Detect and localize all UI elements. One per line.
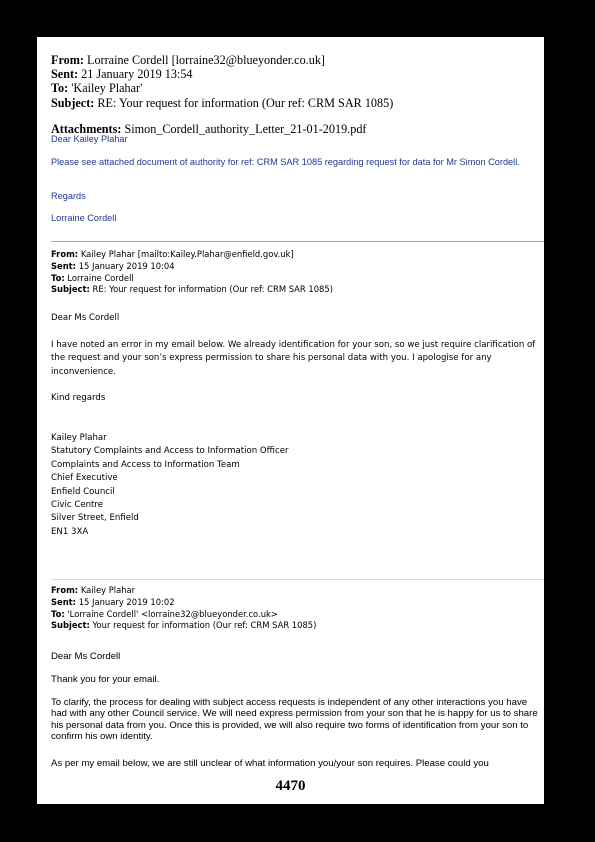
email3-greeting: Dear Ms Cordell (51, 651, 121, 662)
sent-value: 15 January 2019 10:02 (78, 596, 175, 607)
email1-header (51, 53, 536, 110)
email3-paragraph-1: To clarify, the process for dealing with subject access requests is independent of any other interactions you have had with any other Council service. We will need express permission from your son that he is happy for us to share his personal data from you. Once this is provided, we will also require two forms of identification from your son to confirm his own identity. (51, 697, 538, 742)
from-label: From: (51, 53, 84, 67)
separator-line (51, 579, 544, 580)
from-label: From: (51, 585, 79, 595)
to-label: To: (51, 608, 65, 619)
email2-signature-block (51, 432, 536, 539)
email2-greeting: Dear Ms Cordell (51, 313, 120, 323)
sent-value: 21 January 2019 13:54 (81, 67, 193, 82)
email3-thanks: Thank you for your email. (51, 674, 160, 685)
attachment-filename: Simon_Cordell_authority_Letter_21-01-2019.pdf (124, 122, 367, 136)
sent-label: Sent: (51, 67, 79, 82)
sent-label: Sent: (51, 596, 77, 607)
signature-line: EN1 3XA (51, 526, 89, 537)
signature-line: Chief Executive (51, 473, 118, 484)
from-label: From: (51, 249, 79, 259)
document-page (37, 37, 544, 804)
separator-line (51, 241, 544, 242)
subject-label: Subject: (51, 95, 95, 110)
signature-line: Silver Street, Enfield (51, 513, 139, 524)
subject-value: Your request for information (Our ref: CRM SAR 1085) (92, 620, 317, 631)
to-value: Lorraine Cordell (67, 272, 134, 283)
email2-header (51, 249, 536, 296)
signature-line: Statutory Complaints and Access to Information Officer (51, 446, 289, 457)
email3-header (51, 585, 536, 632)
signature-line: Kailey Plahar (51, 433, 107, 443)
attachments-label: Attachments: (51, 122, 122, 136)
from-value: Kailey Plahar [mailto:Kailey.Plahar@enfield.gov.uk] (80, 249, 294, 259)
sent-label: Sent: (51, 260, 77, 271)
page-number: 4470 (275, 778, 306, 794)
to-label: To: (51, 272, 65, 283)
to-value: 'Kailey Plahar' (71, 81, 143, 96)
signature-line: Enfield Council (51, 486, 115, 497)
email1-greeting: Dear Kailey Plahar (51, 134, 128, 144)
subject-label: Subject: (51, 620, 90, 631)
from-value: Kailey Plahar (80, 585, 136, 595)
email1-body: Please see attached document of authority for ref: CRM SAR 1085 regarding request for data for Mr Simon Cordell. (51, 157, 520, 167)
email2-signoff: Kind regards (51, 393, 106, 403)
email1-signature: Lorraine Cordell (51, 213, 117, 223)
signature-line: Complaints and Access to Information Team (51, 459, 240, 470)
email3-paragraph-2: As per my email below, we are still unclear of what information you/your son requires. Please could you (51, 758, 489, 769)
sent-value: 15 January 2019 10:04 (78, 260, 175, 271)
to-label: To: (51, 81, 69, 96)
subject-label: Subject: (51, 284, 90, 295)
signature-line: Civic Centre (51, 500, 104, 511)
email2-body: I have noted an error in my email below. We already identification for your son, so we just require clarification of the request and your son’s express permission to share his personal data with you. I apologise for any inconvenience. (51, 340, 536, 377)
from-value: Lorraine Cordell [lorraine32@blueyonder.co.uk] (87, 53, 325, 67)
to-value: 'Lorraine Cordell' <lorraine32@blueyonder.co.uk> (67, 608, 278, 619)
subject-value: RE: Your request for information (Our ref: CRM SAR 1085) (92, 284, 333, 295)
subject-value: RE: Your request for information (Our ref: CRM SAR 1085) (97, 95, 394, 110)
email1-signoff: Regards (51, 191, 86, 201)
